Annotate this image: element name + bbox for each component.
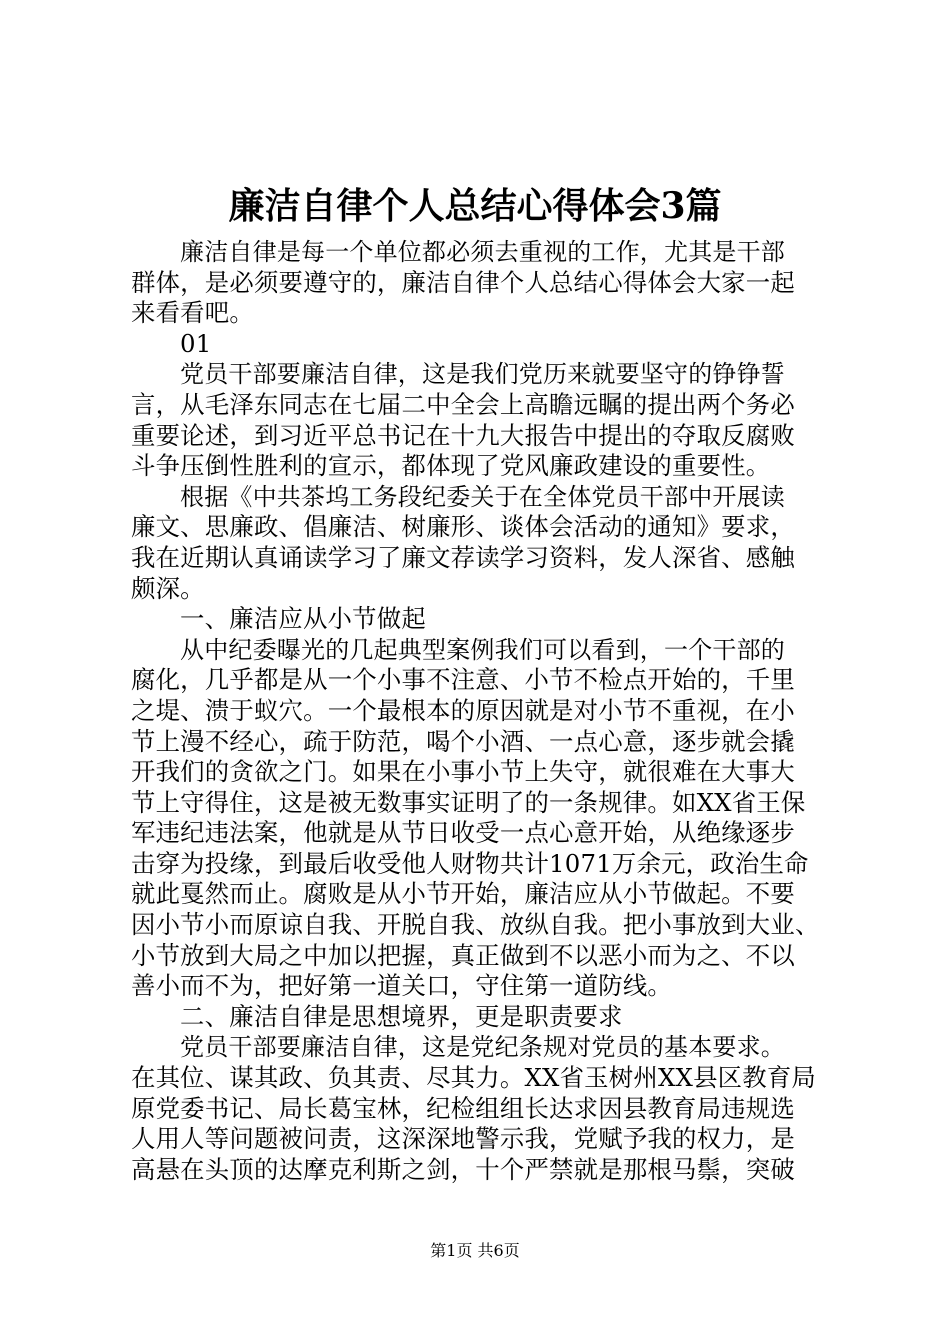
text-line: 来看看吧。 — [131, 298, 254, 328]
text-line: 原党委书记、局长葛宝林，纪检组组长达求因县教育局违规选 — [131, 1093, 795, 1123]
text-line: 廉洁自律是每一个单位都必须去重视的工作，尤其是干部 — [180, 238, 785, 266]
text-line: 高悬在头顶的达摩克利斯之剑，十个严禁就是那根马鬃，突破 — [131, 1154, 795, 1184]
text-line: 廉文、思廉政、倡廉洁、树廉形、谈体会活动的通知》要求， — [131, 512, 795, 542]
text-line: 党员干部要廉洁自律，这是党纪条规对党员的基本要求。 — [180, 1033, 785, 1062]
text-line: 一、廉洁应从小节做起 — [180, 604, 426, 634]
text-line: 在其位、谋其政、负其责、尽其力。XX省玉树州XX县区教育局 — [131, 1063, 817, 1093]
text-line: 斗争压倒性胜利的宣示，都体现了党风廉政建设的重要性。 — [131, 451, 771, 481]
text-line: 之堤、溃于蚁穴。一个最根本的原因就是对小节不重视，在小 — [131, 695, 795, 725]
text-line: 腐化，几乎都是从一个小事不注意、小节不检点开始的，千里 — [131, 665, 795, 695]
text-line: 从中纪委曝光的几起典型案例我们可以看到，一个干部的 — [180, 635, 785, 664]
document-title: 廉洁自律个人总结心得体会3篇 — [228, 185, 722, 227]
text-line: 开我们的贪欲之门。如果在小事小节上失守，就很难在大事大 — [131, 757, 795, 787]
text-line: 01 — [180, 328, 212, 358]
text-line: 群体，是必须要遵守的，廉洁自律个人总结心得体会大家一起 — [131, 267, 795, 297]
text-line: 二、廉洁自律是思想境界，更是职责要求 — [180, 1001, 623, 1031]
text-line: 善小而不为，把好第一道关口，守住第一道防线。 — [131, 971, 672, 1001]
page-footer: 第1页 共6页 — [430, 1241, 520, 1260]
text-line: 我在近期认真诵读学习了廉文荐读学习资料，发人深省、感触 — [131, 542, 795, 572]
text-line: 言，从毛泽东同志在七届二中全会上高瞻远瞩的提出两个务必 — [131, 389, 795, 419]
text-line: 节上守得住，这是被无数事实证明了的一条规律。如XX省王保 — [131, 787, 806, 817]
text-line: 颇深。 — [131, 573, 205, 603]
text-line: 击穿为投缘，到最后收受他人财物共计1071万余元，政治生命 — [131, 848, 809, 878]
text-line: 节上漫不经心，疏于防范，喝个小酒、一点心意，逐步就会撬 — [131, 726, 795, 756]
text-line: 重要论述，到习近平总书记在十九大报告中提出的夺取反腐败 — [131, 420, 795, 450]
text-line: 根据《中共茶坞工务段纪委关于在全体党员干部中开展读 — [180, 482, 785, 511]
document-body — [131, 237, 831, 1185]
text-line: 党员干部要廉洁自律，这是我们党历来就要坚守的铮铮誓 — [180, 360, 785, 389]
text-line: 军违纪违法案，他就是从节日收受一点心意开始，从绝缘逐步 — [131, 818, 795, 848]
text-line: 人用人等问题被问责，这深深地警示我，党赋予我的权力，是 — [131, 1124, 795, 1154]
text-line: 就此戛然而止。腐败是从小节开始，廉洁应从小节做起。不要 — [131, 879, 795, 909]
text-line: 因小节小而原谅自我、开脱自我、放纵自我。把小事放到大业、 — [131, 910, 820, 940]
text-line: 小节放到大局之中加以把握，真正做到不以恶小而为之、不以 — [131, 940, 795, 970]
